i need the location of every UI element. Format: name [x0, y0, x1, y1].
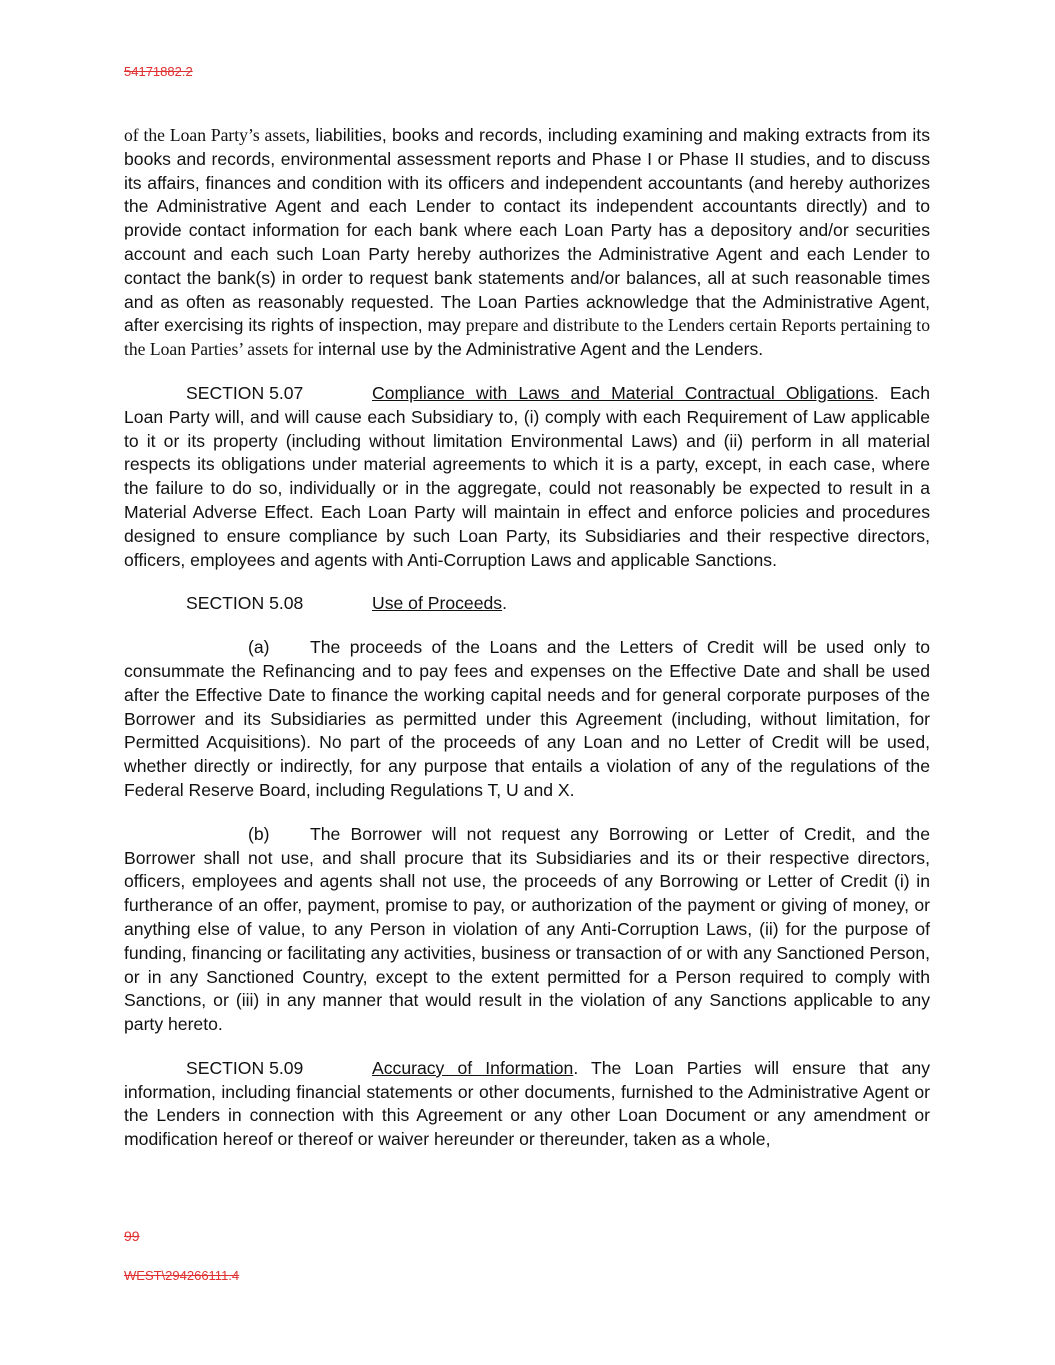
clause-label: (a)	[248, 637, 270, 658]
paragraph-intro-serif: of the Loan Party’s assets,	[124, 125, 310, 145]
clause-label: (b)	[248, 823, 270, 844]
section-5-07	[124, 382, 930, 572]
document-body	[124, 124, 930, 1172]
paragraph-inspection-continued	[124, 124, 930, 362]
section-5-08-clause-a	[124, 636, 930, 803]
clause-text: The Borrower will not request any Borrowing or Letter of Credit, and the Borrower shall not use, and shall procure that its Subsidiaries and its or their respective directors, officers, employees and agents shall not use, the proceeds of any Borrowing or Letter of Credit (i) in furtherance of an offer, payment, promise to pay, or authorization of the payment or giving of money, or anything else of value, to any Person in violation of any Anti-Corruption Laws, (ii) for the purpose of funding, financing or facilitating any activities, business or transaction of or with any Sanctioned Person, or in any Sanctioned Country, except to the extent permitted for a Person required to comply with Sanctions, or (iii) in any manner that would result in the violation of any Sanctions applicable to any party hereto.	[124, 823, 930, 1035]
section-heading: Use of Proceeds	[372, 593, 503, 614]
paragraph-intro-serif-2: prepare and distribute to the Lenders certain Reports pertaining to the Loan Parties’ assets for	[124, 315, 930, 360]
paragraph-intro-end: internal use by the Administrative Agent and the Lenders.	[313, 339, 764, 360]
page-number: 99	[124, 1228, 140, 1244]
header-document-id: 54171882.2	[124, 64, 193, 79]
section-heading: Compliance with Laws and Material Contractual Obligations	[372, 382, 874, 403]
section-number: SECTION 5.07	[186, 382, 304, 403]
section-text: . The Loan Parties will ensure that any information, including financial statements or other documents, furnished to the Administrative Agent or the Lenders in connection with this Agreement or any other Loan Document or any amendment or modification hereof or thereof or waiver hereunder or thereunder, taken as a whole,	[124, 1057, 930, 1150]
paragraph-intro-text: liabilities, books and records, including examining and making extracts from its books and records, environmental assessment reports and Phase I or Phase II studies, and to discuss its affairs, finances and condition with its officers and independent accountants (and hereby authorizes the Administrative Agent and each Lender to contact its independent accountants directly) and to provide contact information for each bank where each Loan Party has a depository and/or securities account and each such Loan Party hereby authorizes the Administrative Agent and each Lender to contact the bank(s) in order to request bank statements and/or balances, all at such reasonable times and as often as reasonably requested. The Loan Parties acknowledge that the Administrative Agent, after exercising its rights of inspection, may	[124, 125, 930, 336]
section-number: SECTION 5.09	[186, 1057, 304, 1078]
section-5-09	[124, 1057, 930, 1152]
section-text: . Each Loan Party will, and will cause each Subsidiary to, (i) comply with each Requirement of Law applicable to it or its property (including without limitation Environmental Laws) and (ii) perform in all material respects its obligations under material agreements to which it is a party, except, in each case, where the failure to do so, individually or in the aggregate, could not reasonably be expected to result in a Material Adverse Effect. Each Loan Party will maintain in effect and enforce policies and procedures designed to ensure compliance by such Loan Party, its Subsidiaries and their respective directors, officers, employees and agents with Anti-Corruption Laws and applicable Sanctions.	[124, 382, 930, 570]
section-number: SECTION 5.08	[186, 593, 304, 614]
section-heading: Accuracy of Information	[372, 1057, 574, 1078]
section-heading-period: .	[502, 593, 507, 614]
section-5-08-clause-b	[124, 823, 930, 1037]
footer-document-id: WEST\294266111.4	[124, 1268, 240, 1283]
clause-text: The proceeds of the Loans and the Letters of Credit will be used only to consummate the Refinancing and to pay fees and expenses on the Effective Date and shall be used after the Effective Date to finance the working capital needs and for general corporate purposes of the Borrower and its Subsidiaries as permitted under this Agreement (including, without limitation, for Permitted Acquisitions). No part of the proceeds of any Loan and no Letter of Credit will be used, whether directly or indirectly, for any purpose that entails a violation of any of the regulations of the Federal Reserve Board, including Regulations T, U and X.	[124, 637, 930, 800]
section-5-08-heading	[124, 592, 930, 616]
